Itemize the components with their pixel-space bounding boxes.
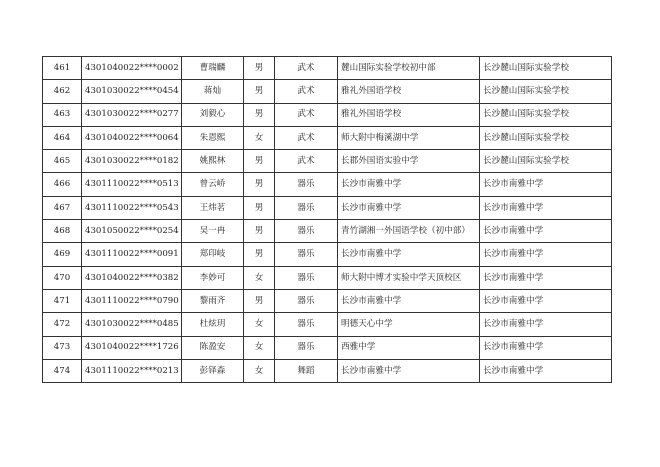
cell-sex: 男 <box>244 289 275 312</box>
table-row <box>43 80 612 103</box>
cell-sex: 女 <box>244 126 275 149</box>
cell-number: 471 <box>43 289 82 312</box>
table-row <box>43 173 612 196</box>
cell-category: 器乐 <box>275 266 338 289</box>
table-row <box>43 103 612 126</box>
cell-sex: 女 <box>244 313 275 336</box>
cell-number: 466 <box>43 173 82 196</box>
cell-name: 曹瑞麟 <box>182 57 244 80</box>
admission-table <box>42 56 612 383</box>
cell-current-school: 长沙市南雅中学 <box>338 289 480 312</box>
cell-category: 武术 <box>275 103 338 126</box>
cell-category: 器乐 <box>275 336 338 359</box>
document-page <box>42 56 612 383</box>
cell-name: 李妙可 <box>182 266 244 289</box>
cell-number: 463 <box>43 103 82 126</box>
cell-student-id: 4301040022****1726 <box>82 336 182 359</box>
table-row <box>43 289 612 312</box>
cell-sex: 女 <box>244 359 275 382</box>
table-row <box>43 243 612 266</box>
cell-number: 468 <box>43 220 82 243</box>
cell-category: 器乐 <box>275 243 338 266</box>
cell-number: 472 <box>43 313 82 336</box>
cell-category: 武术 <box>275 80 338 103</box>
cell-name: 郑印岐 <box>182 243 244 266</box>
table-row <box>43 359 612 382</box>
cell-admitted-school: 长沙市南雅中学 <box>480 196 612 219</box>
cell-sex: 男 <box>244 103 275 126</box>
table-row <box>43 57 612 80</box>
cell-sex: 女 <box>244 266 275 289</box>
table-row <box>43 266 612 289</box>
cell-name: 刘毅心 <box>182 103 244 126</box>
cell-category: 武术 <box>275 150 338 173</box>
cell-sex: 女 <box>244 336 275 359</box>
cell-student-id: 4301110022****0790 <box>82 289 182 312</box>
cell-admitted-school: 长沙麓山国际实验学校 <box>480 150 612 173</box>
cell-number: 469 <box>43 243 82 266</box>
cell-admitted-school: 长沙市南雅中学 <box>480 313 612 336</box>
cell-number: 474 <box>43 359 82 382</box>
cell-name: 杜炫玥 <box>182 313 244 336</box>
cell-student-id: 4301030022****0485 <box>82 313 182 336</box>
table-row <box>43 220 612 243</box>
cell-current-school: 长沙市南雅中学 <box>338 196 480 219</box>
cell-name: 王炜茗 <box>182 196 244 219</box>
cell-student-id: 4301030022****0182 <box>82 150 182 173</box>
cell-name: 姚熙林 <box>182 150 244 173</box>
table-row <box>43 336 612 359</box>
cell-sex: 男 <box>244 220 275 243</box>
cell-category: 器乐 <box>275 196 338 219</box>
cell-admitted-school: 长沙麓山国际实验学校 <box>480 103 612 126</box>
cell-category: 武术 <box>275 126 338 149</box>
cell-student-id: 4301110022****0213 <box>82 359 182 382</box>
cell-category: 器乐 <box>275 289 338 312</box>
cell-student-id: 4301040022****0064 <box>82 126 182 149</box>
cell-student-id: 4301040022****0382 <box>82 266 182 289</box>
table-row <box>43 150 612 173</box>
cell-sex: 男 <box>244 196 275 219</box>
cell-sex: 男 <box>244 57 275 80</box>
cell-number: 462 <box>43 80 82 103</box>
cell-current-school: 长沙市南雅中学 <box>338 359 480 382</box>
cell-category: 器乐 <box>275 173 338 196</box>
cell-name: 黎雨齐 <box>182 289 244 312</box>
cell-sex: 男 <box>244 80 275 103</box>
table-row <box>43 126 612 149</box>
cell-admitted-school: 长沙麓山国际实验学校 <box>480 80 612 103</box>
cell-admitted-school: 长沙麓山国际实验学校 <box>480 57 612 80</box>
cell-student-id: 4301110022****0543 <box>82 196 182 219</box>
cell-admitted-school: 长沙市南雅中学 <box>480 289 612 312</box>
cell-number: 464 <box>43 126 82 149</box>
cell-admitted-school: 长沙市南雅中学 <box>480 336 612 359</box>
cell-current-school: 明德天心中学 <box>338 313 480 336</box>
cell-current-school: 长沙市南雅中学 <box>338 173 480 196</box>
cell-category: 器乐 <box>275 313 338 336</box>
cell-name: 朱恩熙 <box>182 126 244 149</box>
cell-number: 470 <box>43 266 82 289</box>
cell-name: 吴一冉 <box>182 220 244 243</box>
cell-current-school: 师大附中博才实验中学天顶校区 <box>338 266 480 289</box>
cell-current-school: 麓山国际实验学校初中部 <box>338 57 480 80</box>
cell-name: 陈盈安 <box>182 336 244 359</box>
cell-current-school: 长沙市南雅中学 <box>338 243 480 266</box>
cell-number: 461 <box>43 57 82 80</box>
cell-name: 曾云峤 <box>182 173 244 196</box>
cell-sex: 男 <box>244 173 275 196</box>
cell-category: 器乐 <box>275 220 338 243</box>
cell-admitted-school: 长沙市南雅中学 <box>480 173 612 196</box>
cell-admitted-school: 长沙市南雅中学 <box>480 220 612 243</box>
cell-student-id: 4301050022****0254 <box>82 220 182 243</box>
cell-student-id: 4301030022****0454 <box>82 80 182 103</box>
cell-sex: 男 <box>244 243 275 266</box>
cell-sex: 男 <box>244 150 275 173</box>
cell-student-id: 4301030022****0277 <box>82 103 182 126</box>
cell-admitted-school: 长沙市南雅中学 <box>480 266 612 289</box>
table-row <box>43 196 612 219</box>
cell-current-school: 雅礼外国语学校 <box>338 80 480 103</box>
cell-category: 武术 <box>275 57 338 80</box>
cell-admitted-school: 长沙市南雅中学 <box>480 243 612 266</box>
cell-student-id: 4301040022****0002 <box>82 57 182 80</box>
table-body <box>43 57 612 383</box>
cell-current-school: 雅礼外国语学校 <box>338 103 480 126</box>
cell-category: 舞蹈 <box>275 359 338 382</box>
cell-number: 465 <box>43 150 82 173</box>
cell-current-school: 师大附中梅溪湖中学 <box>338 126 480 149</box>
cell-name: 彭铎森 <box>182 359 244 382</box>
cell-number: 473 <box>43 336 82 359</box>
cell-current-school: 青竹湖湘一外国语学校（初中部） <box>338 220 480 243</box>
table-row <box>43 313 612 336</box>
cell-name: 蒋灿 <box>182 80 244 103</box>
cell-student-id: 4301110022****0513 <box>82 173 182 196</box>
cell-current-school: 长郡外国语实验中学 <box>338 150 480 173</box>
cell-student-id: 4301110022****0091 <box>82 243 182 266</box>
cell-admitted-school: 长沙市南雅中学 <box>480 359 612 382</box>
cell-admitted-school: 长沙麓山国际实验学校 <box>480 126 612 149</box>
cell-number: 467 <box>43 196 82 219</box>
cell-current-school: 西雅中学 <box>338 336 480 359</box>
